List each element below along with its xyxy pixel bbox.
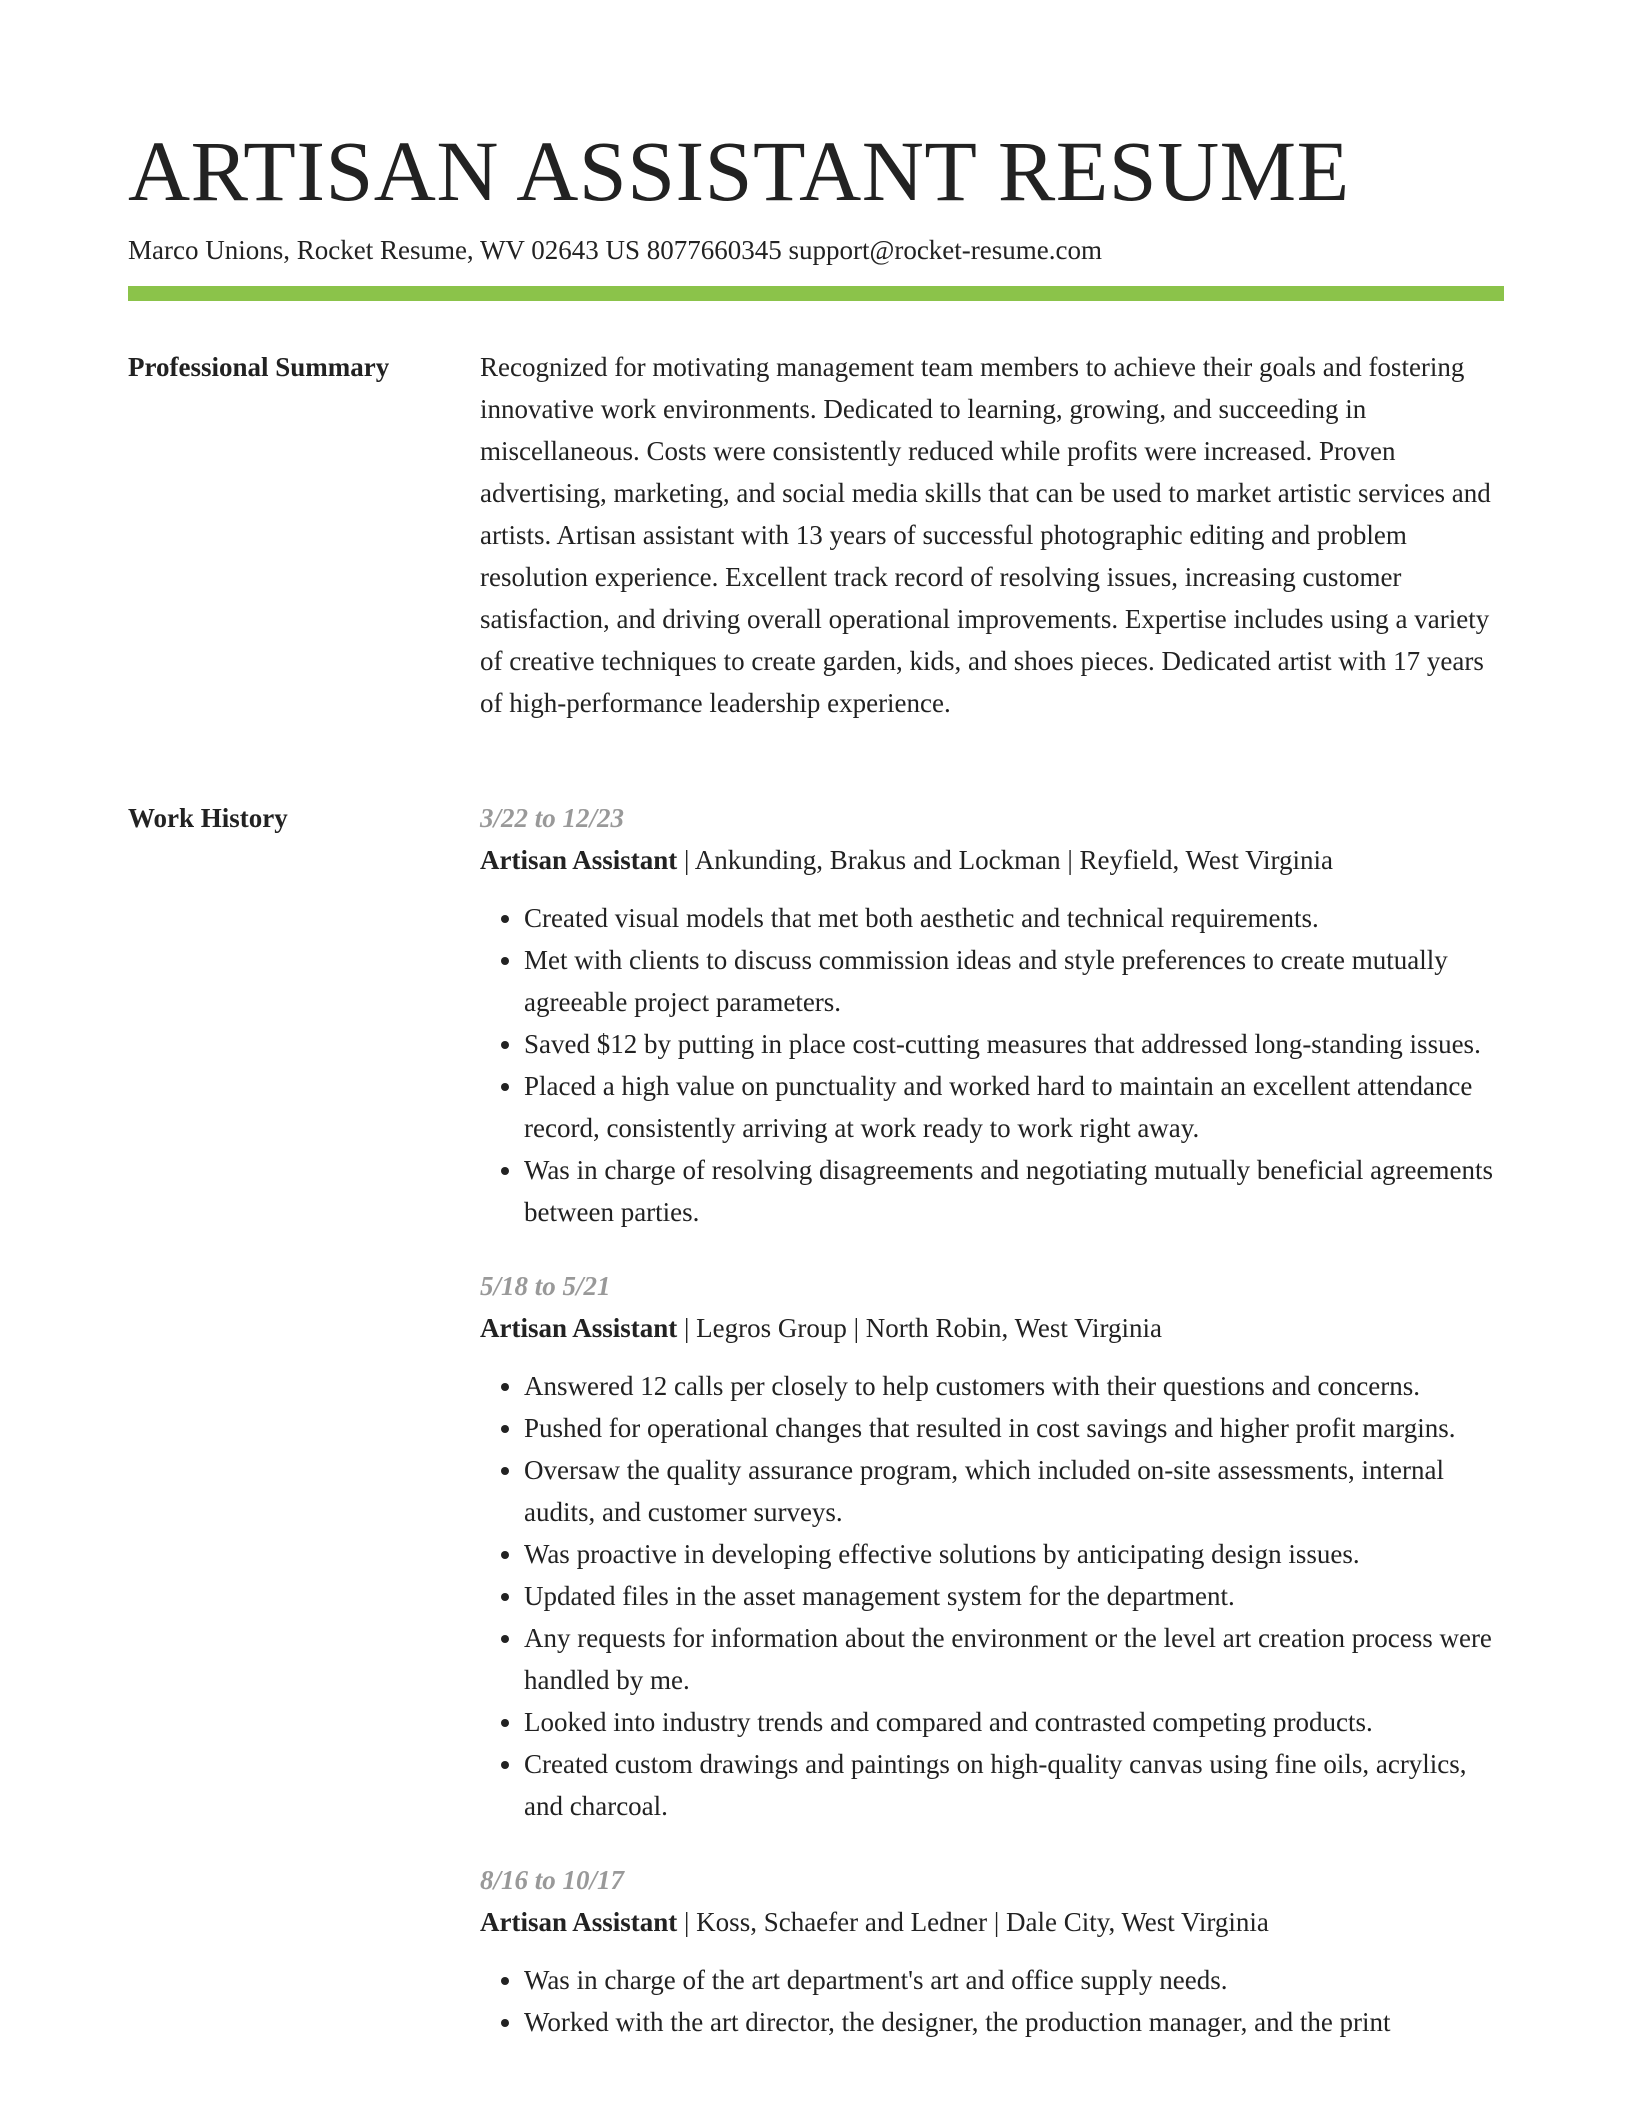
duty-item: • Any requests for information about the environment or the level art creation process were handled by me. (524, 1617, 1504, 1701)
job-dates: 8/16 to 10/17 (480, 1865, 625, 1895)
contact-address: Marco Unions, Rocket Resume, WV 02643 US (128, 235, 640, 265)
job-heading (480, 1901, 1504, 1943)
duty-list (480, 1365, 1504, 1827)
header-divider (128, 286, 1504, 301)
summary-heading: Professional Summary (128, 352, 390, 382)
resume-title: ARTISAN ASSISTANT RESUME (128, 123, 1350, 219)
summary-text: Recognized for motivating management team members to achieve their goals and fostering innovative work environments. Dedicated to learning, growing, and succeeding in miscellaneous. Costs were consistently reduced while profits were increased. Proven advertising, marketing, and social media skills that can be used to market artistic services and artists. Artisan assistant with 13 years of successful photographic editing and problem resolution experience. Excellent track record of resolving issues, increasing customer satisfaction, and driving overall operational improvements. Expertise includes using a variety of creative techniques to create garden, kids, and shoes pieces. Dedicated artist with 17 years of high-performance leadership experience. (480, 352, 1491, 718)
duty-item: • Pushed for operational changes that resulted in cost savings and higher profit margins. (524, 1407, 1504, 1449)
duty-item: • Was proactive in developing effective solutions by anticipating design issues. (524, 1533, 1504, 1575)
job-dates: 5/18 to 5/21 (480, 1271, 611, 1301)
contact-line (128, 232, 1102, 268)
duty-item: • Answered 12 calls per closely to help customers with their questions and concerns. (524, 1365, 1504, 1407)
job-heading (480, 1307, 1504, 1349)
duty-item: • Was in charge of resolving disagreements and negotiating mutually beneficial agreements between parties. (524, 1149, 1504, 1233)
summary-body (480, 346, 1504, 724)
job-title: Artisan Assistant (480, 1907, 678, 1937)
job-details: | Ankunding, Brakus and Lockman | Reyfield, West Virginia (677, 845, 1333, 875)
job-title: Artisan Assistant (480, 845, 678, 875)
job-heading (480, 839, 1504, 881)
duty-item: • Created custom drawings and paintings on high-quality canvas using fine oils, acrylics, and charcoal. (524, 1743, 1504, 1827)
duty-list (480, 897, 1504, 1233)
duty-item: • Saved $12 by putting in place cost-cutting measures that addressed long-standing issues. (524, 1023, 1504, 1065)
work-history-body (480, 797, 1504, 2075)
contact-email: support@rocket-resume.com (788, 235, 1102, 265)
job-entry (480, 1265, 1504, 1827)
job-title: Artisan Assistant (480, 1313, 678, 1343)
duty-item: • Created visual models that met both aesthetic and technical requirements. (524, 897, 1504, 939)
job-details: | Koss, Schaefer and Ledner | Dale City, West Virginia (677, 1907, 1269, 1937)
duty-item: • Met with clients to discuss commission ideas and style preferences to create mutually agreeable project parameters. (524, 939, 1504, 1023)
duty-list (480, 1959, 1504, 2043)
duty-item: • Looked into industry trends and compared and contrasted competing products. (524, 1701, 1504, 1743)
duty-item: • Worked with the art director, the designer, the production manager, and the print (524, 2001, 1504, 2043)
job-dates: 3/22 to 12/23 (480, 803, 625, 833)
duty-item: • Oversaw the quality assurance program, which included on-site assessments, internal audits, and customer surveys. (524, 1449, 1504, 1533)
job-entry (480, 797, 1504, 1233)
job-entry (480, 1859, 1504, 2043)
duty-item: • Placed a high value on punctuality and worked hard to maintain an excellent attendance record, consistently arriving at work ready to work right away. (524, 1065, 1504, 1149)
duty-item: • Updated files in the asset management system for the department. (524, 1575, 1504, 1617)
duty-item: • Was in charge of the art department's art and office supply needs. (524, 1959, 1504, 2001)
job-details: | Legros Group | North Robin, West Virginia (677, 1313, 1163, 1343)
contact-phone: 8077660345 (646, 235, 782, 265)
work-history-heading: Work History (128, 803, 288, 833)
